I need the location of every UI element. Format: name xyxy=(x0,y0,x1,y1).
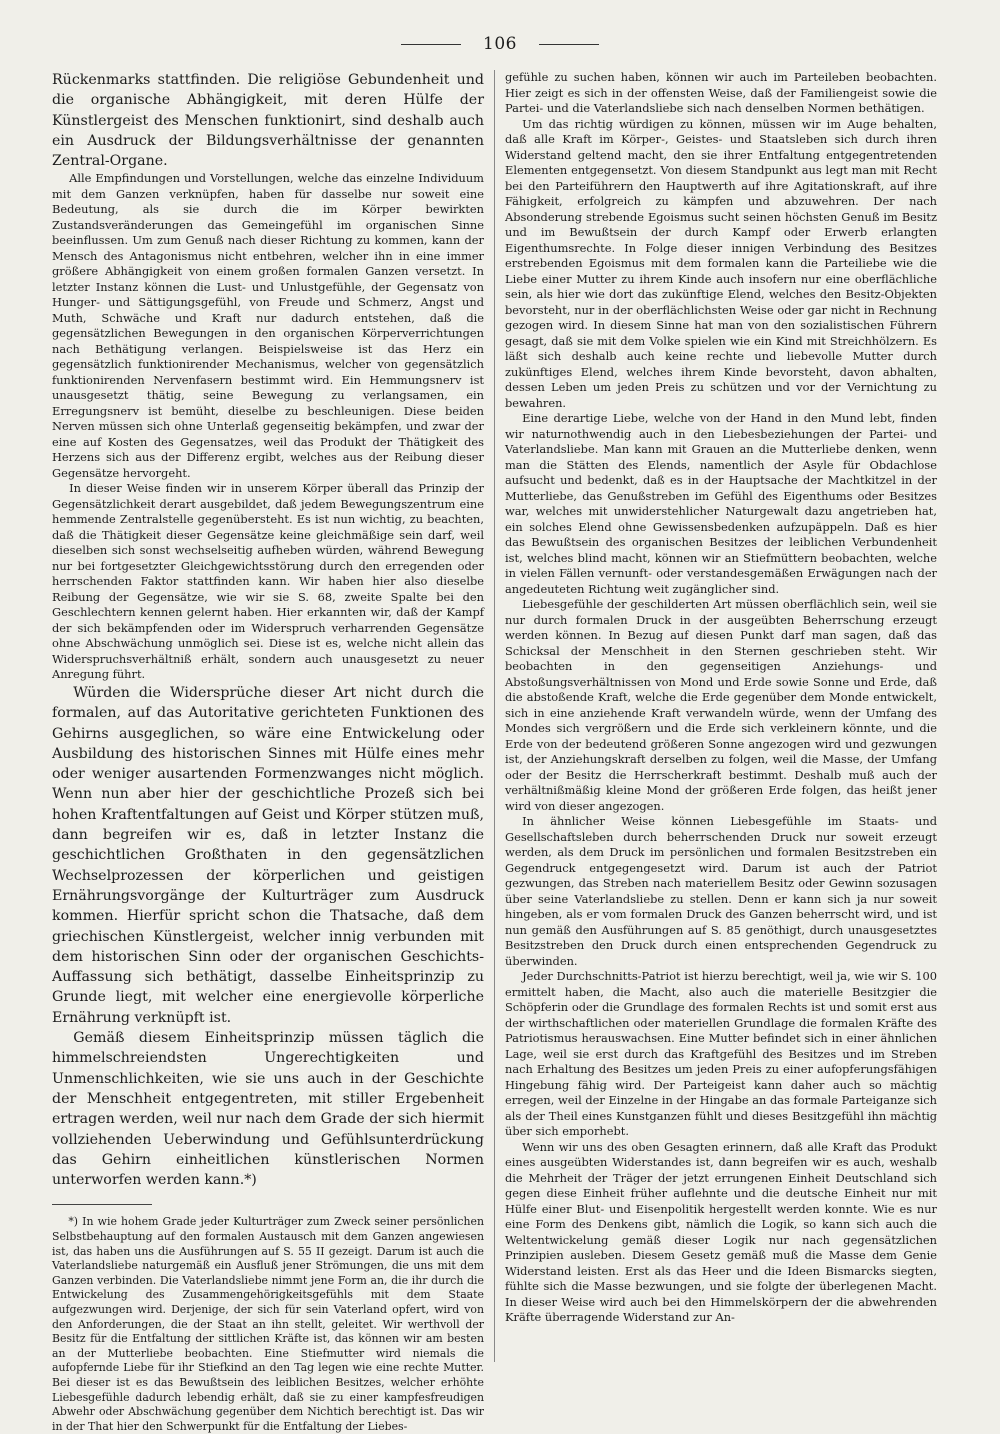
paragraph: Würden die Widersprüche dieser Art nicht durch die formalen, auf das Autoritative gerichteten Funktionen des Gehirns ausgeglichen, so wäre eine Entwickelung oder Ausbildung des historischen Sinnes mit Hülfe eines mehr oder weniger ausartenden Formenzwanges nicht möglich. Wenn nun aber hier der geschichtliche Prozeß sich bei hohen Kraftentfaltungen auf Geist und Körper stützen muß, dann begreifen wir es, daß in letzter Instanz die geschichtlichen Großthaten in den gegensätzlichen Wechselprozessen der körperlichen und geistigen Ernährungsvorgänge der Kulturträger zum Ausdruck kommen. Hierfür spricht schon die Thatsache, daß dem griechischen Künstlergeist, welcher innig verbunden mit dem historischen Sinn oder der organischen Geschichts-Auffassung sich bethätigt, dasselbe Einheitsprinzip zu Grunde liegt, mit welcher eine energievolle körperliche Ernährung verknüpft ist. xyxy=(52,684,484,1026)
paragraph: Wenn wir uns des oben Gesagten erinnern, daß alle Kraft das Produkt eines ausgeübten Widerstandes ist, dann begreifen wir es auch, weshalb die Mehrheit der Träger der jetzt errungenen Einheit Deutschland sich gegen diese Einheit früher auflehnte und die deutsche Einheit nur mit Hülfe einer Blut- und Eisenpolitik hergestellt werden konnte. Wie es nur eine Form des Denkens gibt, nämlich die Logik, so kann sich auch die Weltentwickelung gemäß dieser Logik nur nach gegensätzlichen Prinzipien ausleben. Diesem Gesetz gemäß muß die Masse dem Genie Widerstand leisten. Erst als das Heer und die Ideen Bismarcks siegten, fühlte sich die Masse bezwungen, und sie folgte der überlegenen Macht. In dieser Weise wird auch bei den Himmelskörpern der die abwehrenden Kräfte überragende Widerstand zur An- xyxy=(505,1139,937,1324)
header-rule-right xyxy=(539,44,599,45)
paragraph: Eine derartige Liebe, welche von der Hand in den Mund lebt, finden wir naturnothwendig auch in den Liebesbeziehungen der Partei- und Vaterlandsliebe. Man kann mit Grauen an die Mutterliebe denken, wenn man die Stätten des Elends, namentlich der Asyle für Obdachlose aufsucht und bedenkt, daß es in der Hauptsache der Machtkitzel in der Mutterliebe, das Genußstreben im Gefühl des Eigenthums oder Besitzes war, welches mit unwiderstehlicher Naturgewalt dazu angetrieben hat, ein solches Elend ohne Gewissensbedenken aufzupäppeln. Daß es hier das Bewußtsein des organischen Besitzes der leiblichen Verbundenheit ist, welches blind macht, können wir an Stiefmüttern beobachten, welche in vielen Fällen vernunft- oder verstandesgemäßen Erwägungen nach der angedeuteten Richtung weit zugänglicher sind. xyxy=(505,411,937,596)
paragraph: Jeder Durchschnitts-Patriot ist hierzu berechtigt, weil ja, wie wir S. 100 ermittelt haben, die Macht, also auch die materielle Besitzgier die Schöpferin oder die Grundlage des formalen Rechts ist und somit erst aus der wirthschaftlichen oder materiellen Grundlage die formalen Kräfte des Patriotismus herauswachsen. Eine Mutter befindet sich in einer ähnlichen Lage, weil sie erst durch das Kraftgefühl des Besitzes und im Streben nach Erhaltung des Besitzes um jeden Preis zu einer aufopferungsfähigen Hingebung fähig wird. Der Parteigeist kann daher auch so mächtig erregen, weil der Einzelne in der Hingabe an das formale Parteiganze sich als der Theil eines Kunstganzen fühlt und dieses Besitzgefühl ihn mächtig über sich emporhebt. xyxy=(505,969,937,1138)
paragraph: Um das richtig würdigen zu können, müssen wir im Auge behalten, daß alle Kraft im Körper-, Geistes- und Staatsleben sich durch ihren Widerstand geltend macht, den sie ihrer Entfaltung entgegentretenden Elementen entgegensetzt. Von diesem Standpunkt aus legt man mit Recht bei den Parteiführern den Hauptwerth auf ihre Agitationskraft, auf ihre Fähigkeit, erfolgreich zu kämpfen und abzuwehren. Der nach Absonderung strebende Egoismus sucht seinen höchsten Genuß im Besitz und im Bewußtsein der durch Kampf oder Erwerb erlangten Eigenthumsrechte. In Folge dieser innigen Verbindung des Besitzes erstrebenden Egoismus mit dem formalen kann die Parteiliebe wie die Liebe einer Mutter zu ihrem Kinde auch insofern nur eine oberflächliche sein, als hier wie dort das zukünftige Elend, welches den Besitz-Objekten bevorsteht, nur in der oberflächlichsten Weise oder gar nicht in Rechnung gezogen wird. In diesem Sinne hat man von den sozialistischen Führern gesagt, daß sie mit dem Volke spielen wie ein Kind mit Streichhölzern. Es läßt sich deshalb auch keine rechte und liebevolle Mutter durch zukünftiges Elend, welches ihrem Kinde bevorsteht, davon abhalten, dessen Leben um jeden Preis zu schützen und vor der Vernichtung zu bewahren. xyxy=(505,116,937,410)
header-rule-left xyxy=(401,44,461,45)
paragraph: Alle Empfindungen und Vorstellungen, welche das einzelne Individuum mit dem Ganzen verknüpfen, haben für dasselbe nur soweit eine Bedeutung, als sie durch die im Körper bewirkten Zustandsveränderungen das Gemeingefühl im organischen Sinne beeinflussen. Um zum Genuß nach dieser Richtung zu kommen, kann der Mensch des Antagonismus nicht entbehren, welcher ihn in eine immer größere Abhängigkeit von einem großen formalen Ganzen versetzt. In letzter Instanz können die Lust- und Unlustgefühle, der Gegensatz von Hunger- und Sättigungsgefühl, von Freude und Schmerz, Angst und Muth, Schwäche und Kraft nur dadurch entstehen, daß die gegensätzlichen Bewegungen in den organischen Körperverrichtungen nach Bethätigung verlangen. Beispielsweise ist das Herz ein gegensätzlich funktionirender Mechanismus, welcher von gegensätzlich funktionirenden Nervenfasern bestimmt wird. Ein Hemmungsnerv ist unausgesetzt thätig, seine Bewegung zu verlangsamen, ein Erregungsnerv ist bemüht, dieselbe zu beschleunigen. Diese beiden Nerven müssen sich ohne Unterlaß gegenseitig bekämpfen, und zwar der eine auf Kosten des Gegensatzes, weil das Produkt der Thätigkeit des Herzens sich aus der Differenz ergibt, welches aus der Reibung dieser Gegensätze hervorgeht. xyxy=(52,171,484,480)
paragraph: Rückenmarks stattfinden. Die religiöse Gebundenheit und die organische Abhängigkeit, mit deren Hülfe der Künstlergeist des Menschen funktionirt, sind deshalb auch ein Ausdruck der Bildungsverhältnisse der genannten Zentral-Organe. xyxy=(52,72,484,170)
paragraph: gefühle zu suchen haben, können wir auch im Parteileben beobachten. Hier zeigt es sich in der offensten Weise, daß der Familiengeist sowie die Partei- und die Vaterlandsliebe sich nach denselben Normen bethätigen. xyxy=(505,70,937,115)
paragraph: In dieser Weise finden wir in unserem Körper überall das Prinzip der Gegensätzlichkeit derart ausgebildet, daß jedem Bewegungszentrum eine hemmende Zentralstelle gegenübersteht. Es ist nun wichtig, zu beachten, daß die Thätigkeit dieser Gegensätze keine gleichmäßige sein darf, weil dieselben sich sonst wechselseitig aufheben würden, während Bewegung nur bei fortgesetzter Gleichgewichtsstörung durch den erregenden oder herrschenden Faktor stattfinden kann. Wir haben hier also dieselbe Reibung der Gegensätze, wie wir sie S. 68, zweite Spalte bei den Geschlechtern kennen gelernt haben. Hier erkannten wir, daß der Kampf der sich bekämpfenden oder im Widerspruch verharrenden Gegensätze ohne Abschwächung unmöglich sei. Diese ist es, welche nicht allein das Widerspruchsverhältniß erhält, sondern auch unausgesetzt zu neuer Anregung führt. xyxy=(52,481,484,682)
page-number: 106 xyxy=(483,34,517,54)
paragraph: In ähnlicher Weise können Liebesgefühle im Staats- und Gesellschaftsleben durch beherrschenden Druck nur soweit erzeugt werden, als dem Druck im persönlichen und formalen Besitzstreben ein Gegendruck entgegengesetzt wird. Darum ist auch der Patriot gezwungen, das Streben nach materiellem Besitz oder Gewinn sozusagen über seine Vaterlandsliebe zu stellen. Denn er kann sich ja nur soweit hingeben, als er vom formalen Druck des Ganzen beherrscht wird, und ist nun gemäß den Ausführungen auf S. 85 genöthigt, durch unausgesetztes Besitzstreben den Druck durch einen entsprechenden Gegendruck zu überwinden. xyxy=(505,814,937,968)
left-column xyxy=(52,70,484,1433)
paragraph: Liebesgefühle der geschilderten Art müssen oberflächlich sein, weil sie nur durch formalen Druck in der ausgeübten Beherrschung erzeugt werden können. In Bezug auf diesen Punkt darf man sagen, daß das Schicksal der Menschheit in den Sternen geschrieben steht. Wir beobachten in den gegenseitigen Anziehungs- und Abstoßungsverhältnissen von Mond und Erde sowie Sonne und Erde, daß die abstoßende Kraft, welche die Erde gegenüber dem Monde entwickelt, sich in eine anziehende Kraft verwandeln würde, wenn der Umfang des Mondes sich vergrößern und die Erde sich verkleinern könnte, und die Erde von der bedeutend größeren Sonne angezogen wird und gezwungen ist, der Anziehungskraft derselben zu folgen, weil die Masse, der Umfang oder der Besitz die Herrscherkraft bestimmt. Deshalb muß auch der verhältnißmäßig kleine Mond der größeren Erde folgen, das heißt jener wird von dieser angezogen. xyxy=(505,597,937,813)
right-column xyxy=(505,70,937,1365)
paragraph: Gemäß diesem Einheitsprinzip müssen täglich die himmelschreiendsten Ungerechtigkeiten und Unmenschlichkeiten, wie sie uns auch in der Geschichte der Menschheit entgegentreten, mit stiller Ergebenheit ertragen werden, weil nur nach dem Grade der sich hiermit vollziehenden Ueberwindung und Gefühlsunterdrückung das Gehirn einheitlichen künstlerischen Normen unterworfen werden kann.*) xyxy=(52,1030,484,1189)
footnote-separator xyxy=(52,1204,152,1205)
page-header xyxy=(0,32,1000,56)
column-divider xyxy=(494,70,495,1362)
footnote: *) In wie hohem Grade jeder Kulturträger zum Zweck seiner persönlichen Selbstbehauptung auf den formalen Austausch mit dem Ganzen angewiesen ist, das haben uns die Ausführungen auf S. 55 II gezeigt. Darum ist auch die Vaterlandsliebe naturgemäß ein Ausfluß jener Strömungen, die uns mit dem Ganzen verbinden. Die Vaterlandsliebe nimmt jene Form an, die ihr durch die Entwickelung des Zusammengehörigkeitsgefühls mit dem Staate aufgezwungen wird. Derjenige, der sich für sein Vaterland opfert, wird von den Anforderungen, die der Staat an ihn stellt, geleitet. Wir werthvoll der Besitz für die Entfaltung der sittlichen Kräfte ist, das können wir am besten an der Mutterliebe beobachten. Eine Stiefmutter wird niemals die aufopfernde Liebe für ihr Stiefkind an den Tag legen wie eine rechte Mutter. Bei dieser ist es das Bewußtsein des leiblichen Besitzes, welcher erhöhte Liebesgefühle dadurch lebendig erhält, daß sie zu einer kampfesfreudigen Abwehr oder Abschwächung gegenüber dem Nichtich berechtigt ist. Das wir in der That hier den Schwerpunkt für die Entfaltung der Liebes- xyxy=(52,1215,484,1433)
